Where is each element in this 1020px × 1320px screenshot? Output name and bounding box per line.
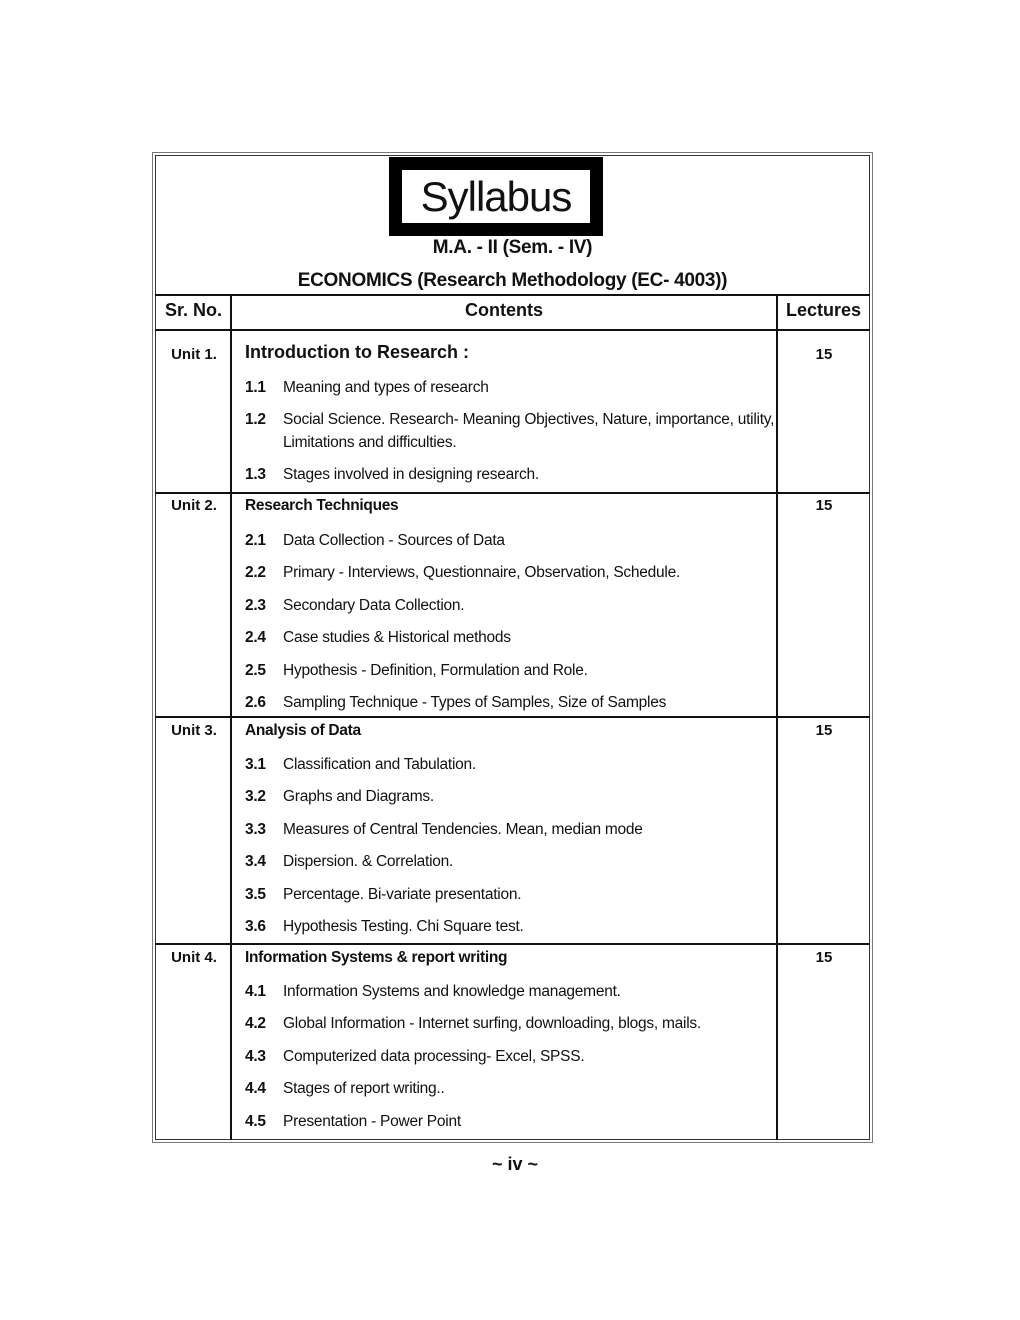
item-number: 2.5: [245, 661, 266, 679]
item-text: Global Information - Internet surfing, downloading, blogs, mails.: [283, 1015, 701, 1033]
unit-label: Unit 2.: [171, 497, 217, 514]
header-lectures: Lectures: [785, 300, 862, 320]
syllabus-item: [245, 850, 785, 873]
unit-lectures: 15: [815, 346, 833, 363]
unit-title: Analysis of Data: [245, 722, 361, 739]
item-text: Case studies & Historical methods: [283, 629, 511, 647]
item-text: Hypothesis Testing. Chi Square test.: [283, 918, 524, 935]
unit-lectures: 15: [815, 497, 833, 514]
syllabus-item: [245, 659, 785, 682]
item-text: Computerized data processing- Excel, SPSS.: [283, 1047, 585, 1065]
item-text: Meaning and types of research: [283, 379, 489, 396]
syllabus-item: [245, 785, 785, 808]
item-text: Stages involved in designing research.: [283, 466, 539, 484]
item-text: Secondary Data Collection.: [283, 596, 465, 614]
item-text: Stages of report writing..: [283, 1080, 445, 1098]
item-number: 4.4: [245, 1080, 266, 1098]
syllabus-item: [245, 980, 785, 1003]
unit-separator: [155, 716, 870, 718]
item-number: 2.3: [245, 596, 266, 614]
item-number: 3.1: [245, 756, 266, 773]
subject-title: ECONOMICS (Research Methodology (EC- 4003)): [297, 270, 728, 291]
item-number: 4.2: [245, 1015, 266, 1033]
item-number: 3.6: [245, 918, 266, 935]
syllabus-item: [245, 594, 785, 617]
item-number: 2.2: [245, 564, 266, 582]
item-text: Hypothesis - Definition, Formulation and Role.: [283, 661, 588, 679]
page-number: ~ iv ~: [491, 1154, 539, 1174]
syllabus-item: [245, 408, 785, 454]
syllabus-item: [245, 376, 785, 399]
syllabus-item: [245, 561, 785, 584]
course-title: M.A. - II (Sem. - IV): [432, 237, 593, 258]
item-number: 2.1: [245, 532, 266, 549]
item-text: Data Collection - Sources of Data: [283, 532, 505, 549]
item-number: 4.5: [245, 1112, 266, 1130]
syllabus-item: [245, 1110, 785, 1133]
syllabus-item: [245, 753, 785, 776]
unit-label: Unit 4.: [171, 949, 217, 966]
syllabus-logo-text: Syllabus: [402, 170, 590, 223]
syllabus-item: [245, 818, 785, 841]
unit-separator: [155, 943, 870, 945]
item-number: 3.4: [245, 853, 266, 871]
item-number: 1.2: [245, 411, 266, 429]
syllabus-item: [245, 883, 785, 906]
item-number: 1.1: [245, 379, 266, 396]
syllabus-item: [245, 529, 785, 552]
unit-lectures: 15: [815, 722, 833, 739]
header-contents: Contents: [465, 300, 543, 320]
header-bottom-rule: [155, 329, 870, 331]
item-text: Social Science. Research- Meaning Objectives, Nature, importance, utility, Limitations and difficulties.: [283, 411, 775, 452]
item-text: Primary - Interviews, Questionnaire, Observation, Schedule.: [283, 564, 681, 582]
item-text: Measures of Central Tendencies. Mean, median mode: [283, 820, 643, 838]
item-number: 4.3: [245, 1047, 266, 1065]
item-text: Information Systems and knowledge management.: [283, 983, 621, 1000]
unit-title: Introduction to Research :: [245, 342, 470, 362]
syllabus-item: [245, 1045, 785, 1068]
unit-label: Unit 1.: [171, 346, 217, 363]
header-top-rule: [155, 294, 870, 296]
syllabus-item: [245, 1012, 785, 1035]
header-sr-no: Sr. No.: [164, 300, 222, 320]
item-text: Graphs and Diagrams.: [283, 788, 434, 806]
unit-lectures: 15: [815, 949, 833, 966]
item-text: Sampling Technique - Types of Samples, Size of Samples: [283, 694, 667, 711]
item-number: 1.3: [245, 466, 266, 484]
item-number: 3.5: [245, 885, 266, 903]
item-text: Presentation - Power Point: [283, 1112, 461, 1130]
item-text: Dispersion. & Correlation.: [283, 853, 454, 871]
unit-label: Unit 3.: [171, 722, 217, 739]
syllabus-item: [245, 463, 785, 486]
syllabus-item: [245, 1077, 785, 1100]
item-number: 4.1: [245, 983, 266, 1000]
unit-separator: [155, 492, 870, 494]
item-text: Classification and Tabulation.: [283, 756, 476, 773]
unit-title: Information Systems & report writing: [245, 949, 508, 966]
syllabus-logo: [389, 157, 603, 236]
unit-title: Research Techniques: [245, 497, 399, 514]
syllabus-item: [245, 915, 785, 938]
item-number: 3.2: [245, 788, 266, 806]
item-number: 3.3: [245, 820, 266, 838]
syllabus-item: [245, 626, 785, 649]
item-number: 2.4: [245, 629, 266, 647]
item-text: Percentage. Bi-variate presentation.: [283, 885, 522, 903]
syllabus-item: [245, 691, 785, 714]
item-number: 2.6: [245, 694, 266, 711]
